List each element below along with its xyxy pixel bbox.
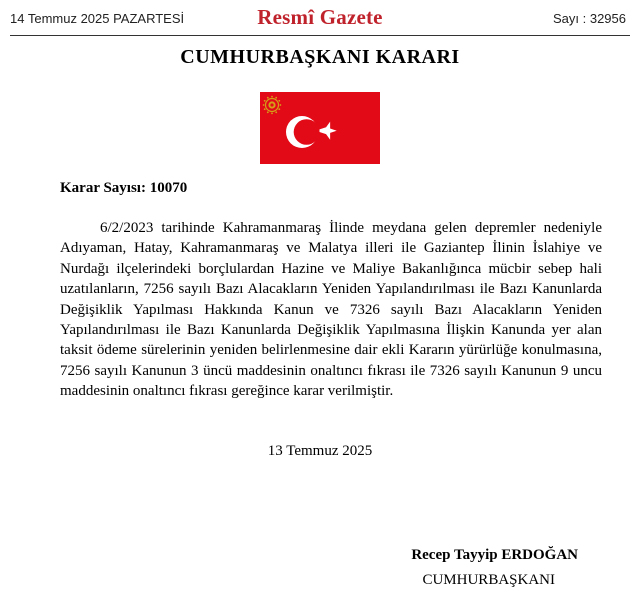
decision-number: Karar Sayısı: 10070	[60, 180, 188, 196]
document-title: CUMHURBAŞKANI KARARI	[180, 46, 460, 68]
issue-number: Sayı : 32956	[553, 11, 626, 26]
decision-date: 13 Temmuz 2025	[267, 443, 373, 459]
gazette-header	[0, 0, 640, 36]
gazette-title: Resmî Gazete	[257, 5, 383, 29]
turkish-flag-icon	[260, 92, 380, 164]
signer-name: Recep Tayyip ERDOĞAN	[411, 547, 578, 563]
decision-body-paragraph: 6/2/2023 tarihinde Kahramanmaraş İlinde meydana gelen depremler nedeniyle Adıyaman, Hatay, Kahramanmaraş ve Malatya illeri ile Gaziantep İlinin İslahiye ve Nurdağı ilçelerindeki borçlulardan Hazine ve Maliye Bakanlığınca mücbir sebep hali uzatılanların, 7256 sayılı Bazı Alacakların Yeniden Yapılandırılması ile Bazı Kanunlarda Değişiklik Yapılması Hakkında Kanun ve 7326 sayılı Bazı Alacakların Yeniden Yapılandırılması ile Bazı Kanunlarda Değişiklik Yapılmasına İlişkin Kanunda yer alan taksit ödeme sürelerinin yeniden belirlenmesine dair ekli Kararın yürürlüğe konulmasına, 7256 sayılı Kanunun 3 üncü maddesinin onaltıncı fıkrası ile 7326 sayılı Kanunun 9 uncu maddesinin onaltıncı fıkrası gereğince karar verilmiştir.	[60, 220, 602, 400]
header-divider	[10, 35, 630, 36]
header-date: 14 Temmuz 2025 PAZARTESİ	[10, 11, 185, 26]
signer-title: CUMHURBAŞKANI	[422, 572, 555, 588]
